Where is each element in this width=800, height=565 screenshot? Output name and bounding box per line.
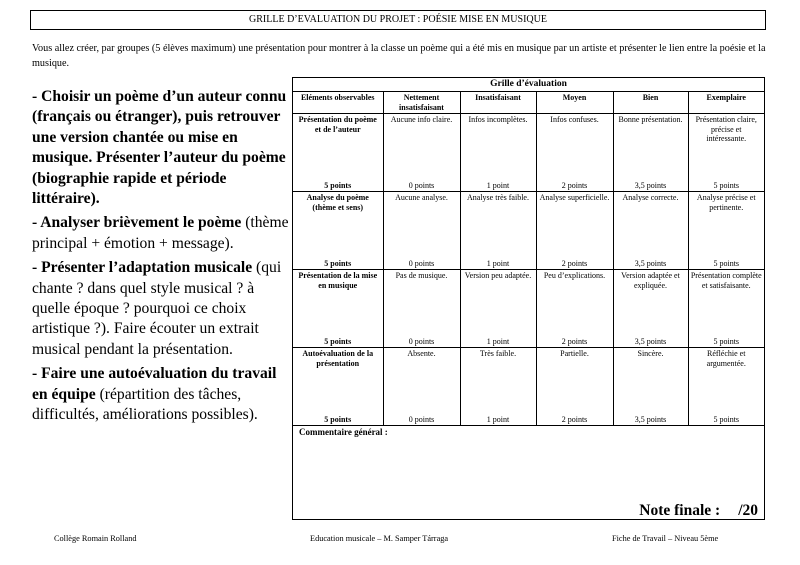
- table-header-row: [293, 92, 764, 114]
- grid-title: Grille d’évaluation: [293, 78, 764, 92]
- points-label: 5 points: [324, 336, 352, 346]
- rating-cell: Bonne présentation. 3,5 points: [613, 114, 688, 192]
- rating-cell: Sincère. 3,5 points: [613, 348, 688, 426]
- table-row: [293, 192, 764, 270]
- rating-cell: Version adaptée et expliquée. 3,5 points: [613, 270, 688, 348]
- page-title: GRILLE D’EVALUATION DU PROJET : POÉSIE MISE EN MUSIQUE: [30, 10, 766, 30]
- instructions-list: [32, 87, 290, 430]
- points-label: 0 points: [408, 414, 435, 424]
- evaluation-table: [293, 92, 764, 426]
- final-grade: [639, 502, 758, 520]
- column-header: Eléments observables: [293, 92, 383, 114]
- rating-cell: Partielle. 2 points: [536, 348, 613, 426]
- final-grade-total: /20: [738, 502, 758, 519]
- rating-cell: Peu d’explications. 2 points: [536, 270, 613, 348]
- points-label: 2 points: [561, 258, 588, 268]
- column-header: Bien: [613, 92, 688, 114]
- points-label: 5 points: [713, 258, 740, 268]
- rating-cell: Aucune analyse. 0 points: [383, 192, 460, 270]
- points-label: 2 points: [561, 180, 588, 190]
- rating-cell: Version peu adaptée. 1 point: [460, 270, 536, 348]
- points-label: 0 points: [408, 336, 435, 346]
- criterion-cell: Analyse du poème (thème et sens) 5 points: [293, 192, 383, 270]
- instruction-item: - Présenter l’adaptation musicale (qui chante ? dans quel style musical ? à quelle époque ? pourquoi ce choix artistique ?). Faire écouter un extrait musical pendant la présentation.: [32, 259, 282, 358]
- instruction-item: - Analyser brièvement le poème (thème principal + émotion + message).: [32, 214, 289, 252]
- rating-cell: Analyse très faible. 1 point: [460, 192, 536, 270]
- evaluation-grid: [292, 77, 765, 520]
- points-label: 2 points: [561, 336, 588, 346]
- criterion-cell: Autoévaluation de la présentation 5 points: [293, 348, 383, 426]
- points-label: 3,5 points: [634, 258, 667, 268]
- points-label: 5 points: [713, 414, 740, 424]
- rating-cell: Présentation complète et satisfaisante. 5 points: [688, 270, 764, 348]
- rating-cell: Absente. 0 points: [383, 348, 460, 426]
- points-label: 5 points: [713, 336, 740, 346]
- intro-paragraph: Vous allez créer, par groupes (5 élèves maximum) une présentation pour montrer à la classe un poème qui a été mis en musique par un artiste et présenter le lien entre la poésie et la musique.: [32, 43, 766, 69]
- rating-cell: Infos confuses. 2 points: [536, 114, 613, 192]
- points-label: 2 points: [561, 414, 588, 424]
- comment-area[interactable]: [293, 426, 764, 525]
- criterion-cell: Présentation du poème et de l’auteur 5 points: [293, 114, 383, 192]
- points-label: 3,5 points: [634, 414, 667, 424]
- rating-cell: Infos incomplètes. 1 point: [460, 114, 536, 192]
- column-header: Moyen: [536, 92, 613, 114]
- comment-label: Commentaire général :: [299, 427, 388, 437]
- rating-cell: Aucune info claire. 0 points: [383, 114, 460, 192]
- points-label: 5 points: [324, 414, 352, 424]
- table-row: [293, 114, 764, 192]
- points-label: 1 point: [486, 336, 510, 346]
- table-row: [293, 270, 764, 348]
- footer-worksheet: Fiche de Travail – Niveau 5ème: [612, 534, 719, 543]
- table-row: [293, 348, 764, 426]
- rating-cell: Réfléchie et argumentée. 5 points: [688, 348, 764, 426]
- points-label: 3,5 points: [634, 180, 667, 190]
- rating-cell: Présentation claire, précise et intéressante. 5 points: [688, 114, 764, 192]
- points-label: 3,5 points: [634, 336, 667, 346]
- footer-school: Collège Romain Rolland: [54, 534, 137, 543]
- column-header: Nettement insatisfaisant: [383, 92, 460, 114]
- rating-cell: Très faible. 1 point: [460, 348, 536, 426]
- final-grade-label: Note finale :: [639, 502, 721, 519]
- points-label: 5 points: [324, 258, 352, 268]
- points-label: 1 point: [486, 180, 510, 190]
- rating-cell: Analyse correcte. 3,5 points: [613, 192, 688, 270]
- points-label: 0 points: [408, 258, 435, 268]
- points-label: 0 points: [408, 180, 435, 190]
- points-label: 5 points: [713, 180, 740, 190]
- rating-cell: Analyse précise et pertinente. 5 points: [688, 192, 764, 270]
- rating-cell: Pas de musique. 0 points: [383, 270, 460, 348]
- criterion-cell: Présentation de la mise en musique 5 points: [293, 270, 383, 348]
- footer-course: Education musicale – M. Samper Tárraga: [310, 534, 449, 543]
- points-label: 1 point: [486, 258, 510, 268]
- instruction-item: - Choisir un poème d’un auteur connu (français ou étranger), puis retrouver une version chantée ou mise en musique. Présenter l’auteur du poème (biographie rapide et période littéraire).: [32, 88, 287, 208]
- points-label: 1 point: [486, 414, 510, 424]
- instruction-item: - Faire une autoévaluation du travail en équipe (répartition des tâches, difficultés, améliorations possibles).: [32, 365, 277, 424]
- rating-cell: Analyse superficielle. 2 points: [536, 192, 613, 270]
- column-header: Exemplaire: [688, 92, 764, 114]
- points-label: 5 points: [324, 180, 352, 190]
- column-header: Insatisfaisant: [460, 92, 536, 114]
